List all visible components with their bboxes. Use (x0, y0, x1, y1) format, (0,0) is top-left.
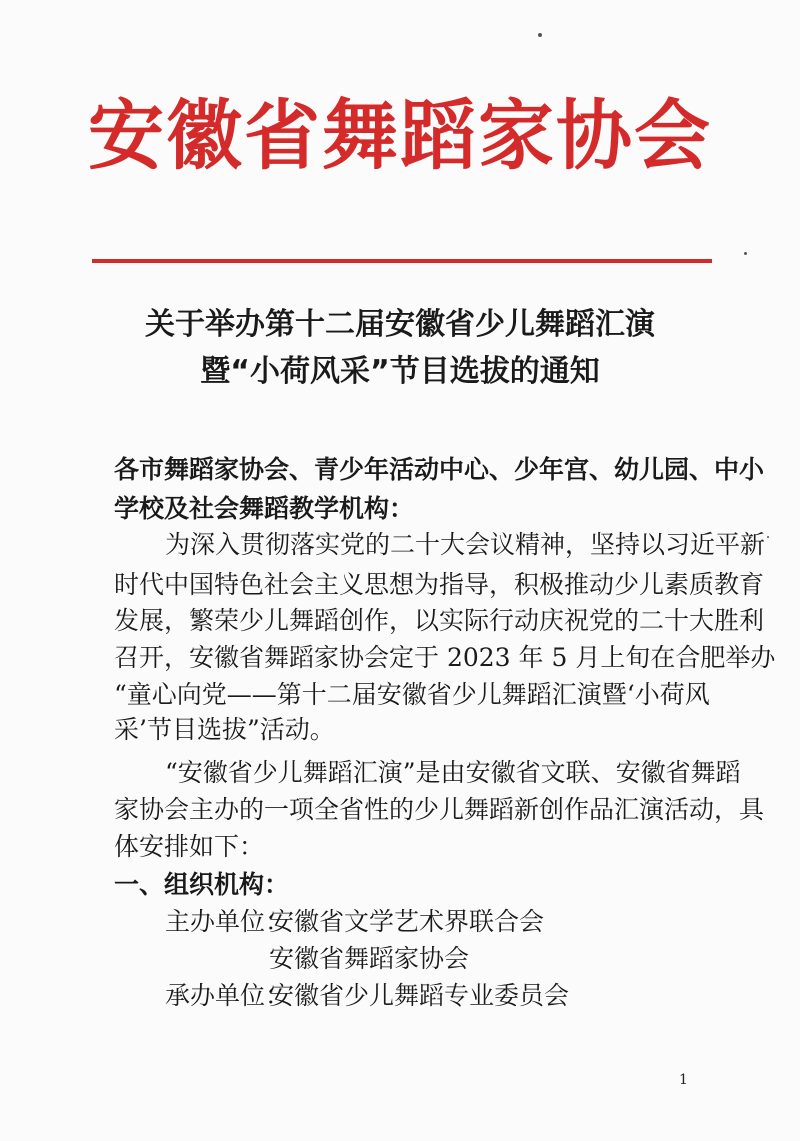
paragraph-1-line-1: 为深入贯彻落实党的二十大会议精神，坚持以习近平新 (165, 530, 766, 559)
scan-speck (767, 536, 769, 538)
page-number: 1 (679, 1072, 688, 1088)
salutation-line-1: 各市舞蹈家协会、青少年活动中心、少年宫、幼儿园、中小 (114, 455, 765, 484)
paragraph-2-line-3: 体安排如下： (114, 832, 265, 861)
letterhead-title: 安徽省舞蹈家协会 (88, 91, 712, 180)
paragraph-1-line-6: 采’节目选拔”活动。 (114, 715, 335, 744)
organizer-org: 安徽省少儿舞蹈专业委员会 (269, 981, 570, 1010)
host-org-1: 安徽省文学艺术界联合会 (269, 907, 545, 936)
notice-title-line-2: 暨“小荷风采”节目选拔的通知 (200, 354, 600, 389)
salutation-line-2: 学校及社会舞蹈教学机构： (114, 494, 415, 523)
notice-title-line-1: 关于举办第十二届安徽省少儿舞蹈汇演 (145, 307, 655, 342)
host-org-2: 安徽省舞蹈家协会 (269, 944, 470, 973)
paragraph-1-line-3: 发展，繁荣少儿舞蹈创作，以实际行动庆祝党的二十大胜利 (114, 606, 765, 635)
paragraph-1-line-4: 召开，安徽省舞蹈家协会定于 2023 年 5 月上旬在合肥举办 (114, 643, 776, 672)
scan-speck (538, 33, 542, 37)
paragraph-2-line-1: “安徽省少儿舞蹈汇演”是由安徽省文联、安徽省舞蹈 (165, 758, 741, 787)
scan-speck (744, 252, 747, 255)
letterhead-divider (92, 259, 712, 263)
section-1-heading: 一、组织机构： (114, 870, 290, 899)
paragraph-1-line-2: 时代中国特色社会主义思想为指导，积极推动少儿素质教育 (114, 570, 765, 599)
paragraph-2-line-2: 家协会主办的一项全省性的少儿舞蹈新创作品汇演活动，具 (114, 795, 765, 824)
host-label: 主办单位： (165, 907, 291, 936)
organizer-label: 承办单位： (165, 981, 291, 1010)
paragraph-1-line-5: “童心向党——第十二届安徽省少儿舞蹈汇演暨‘小荷风 (114, 680, 710, 709)
